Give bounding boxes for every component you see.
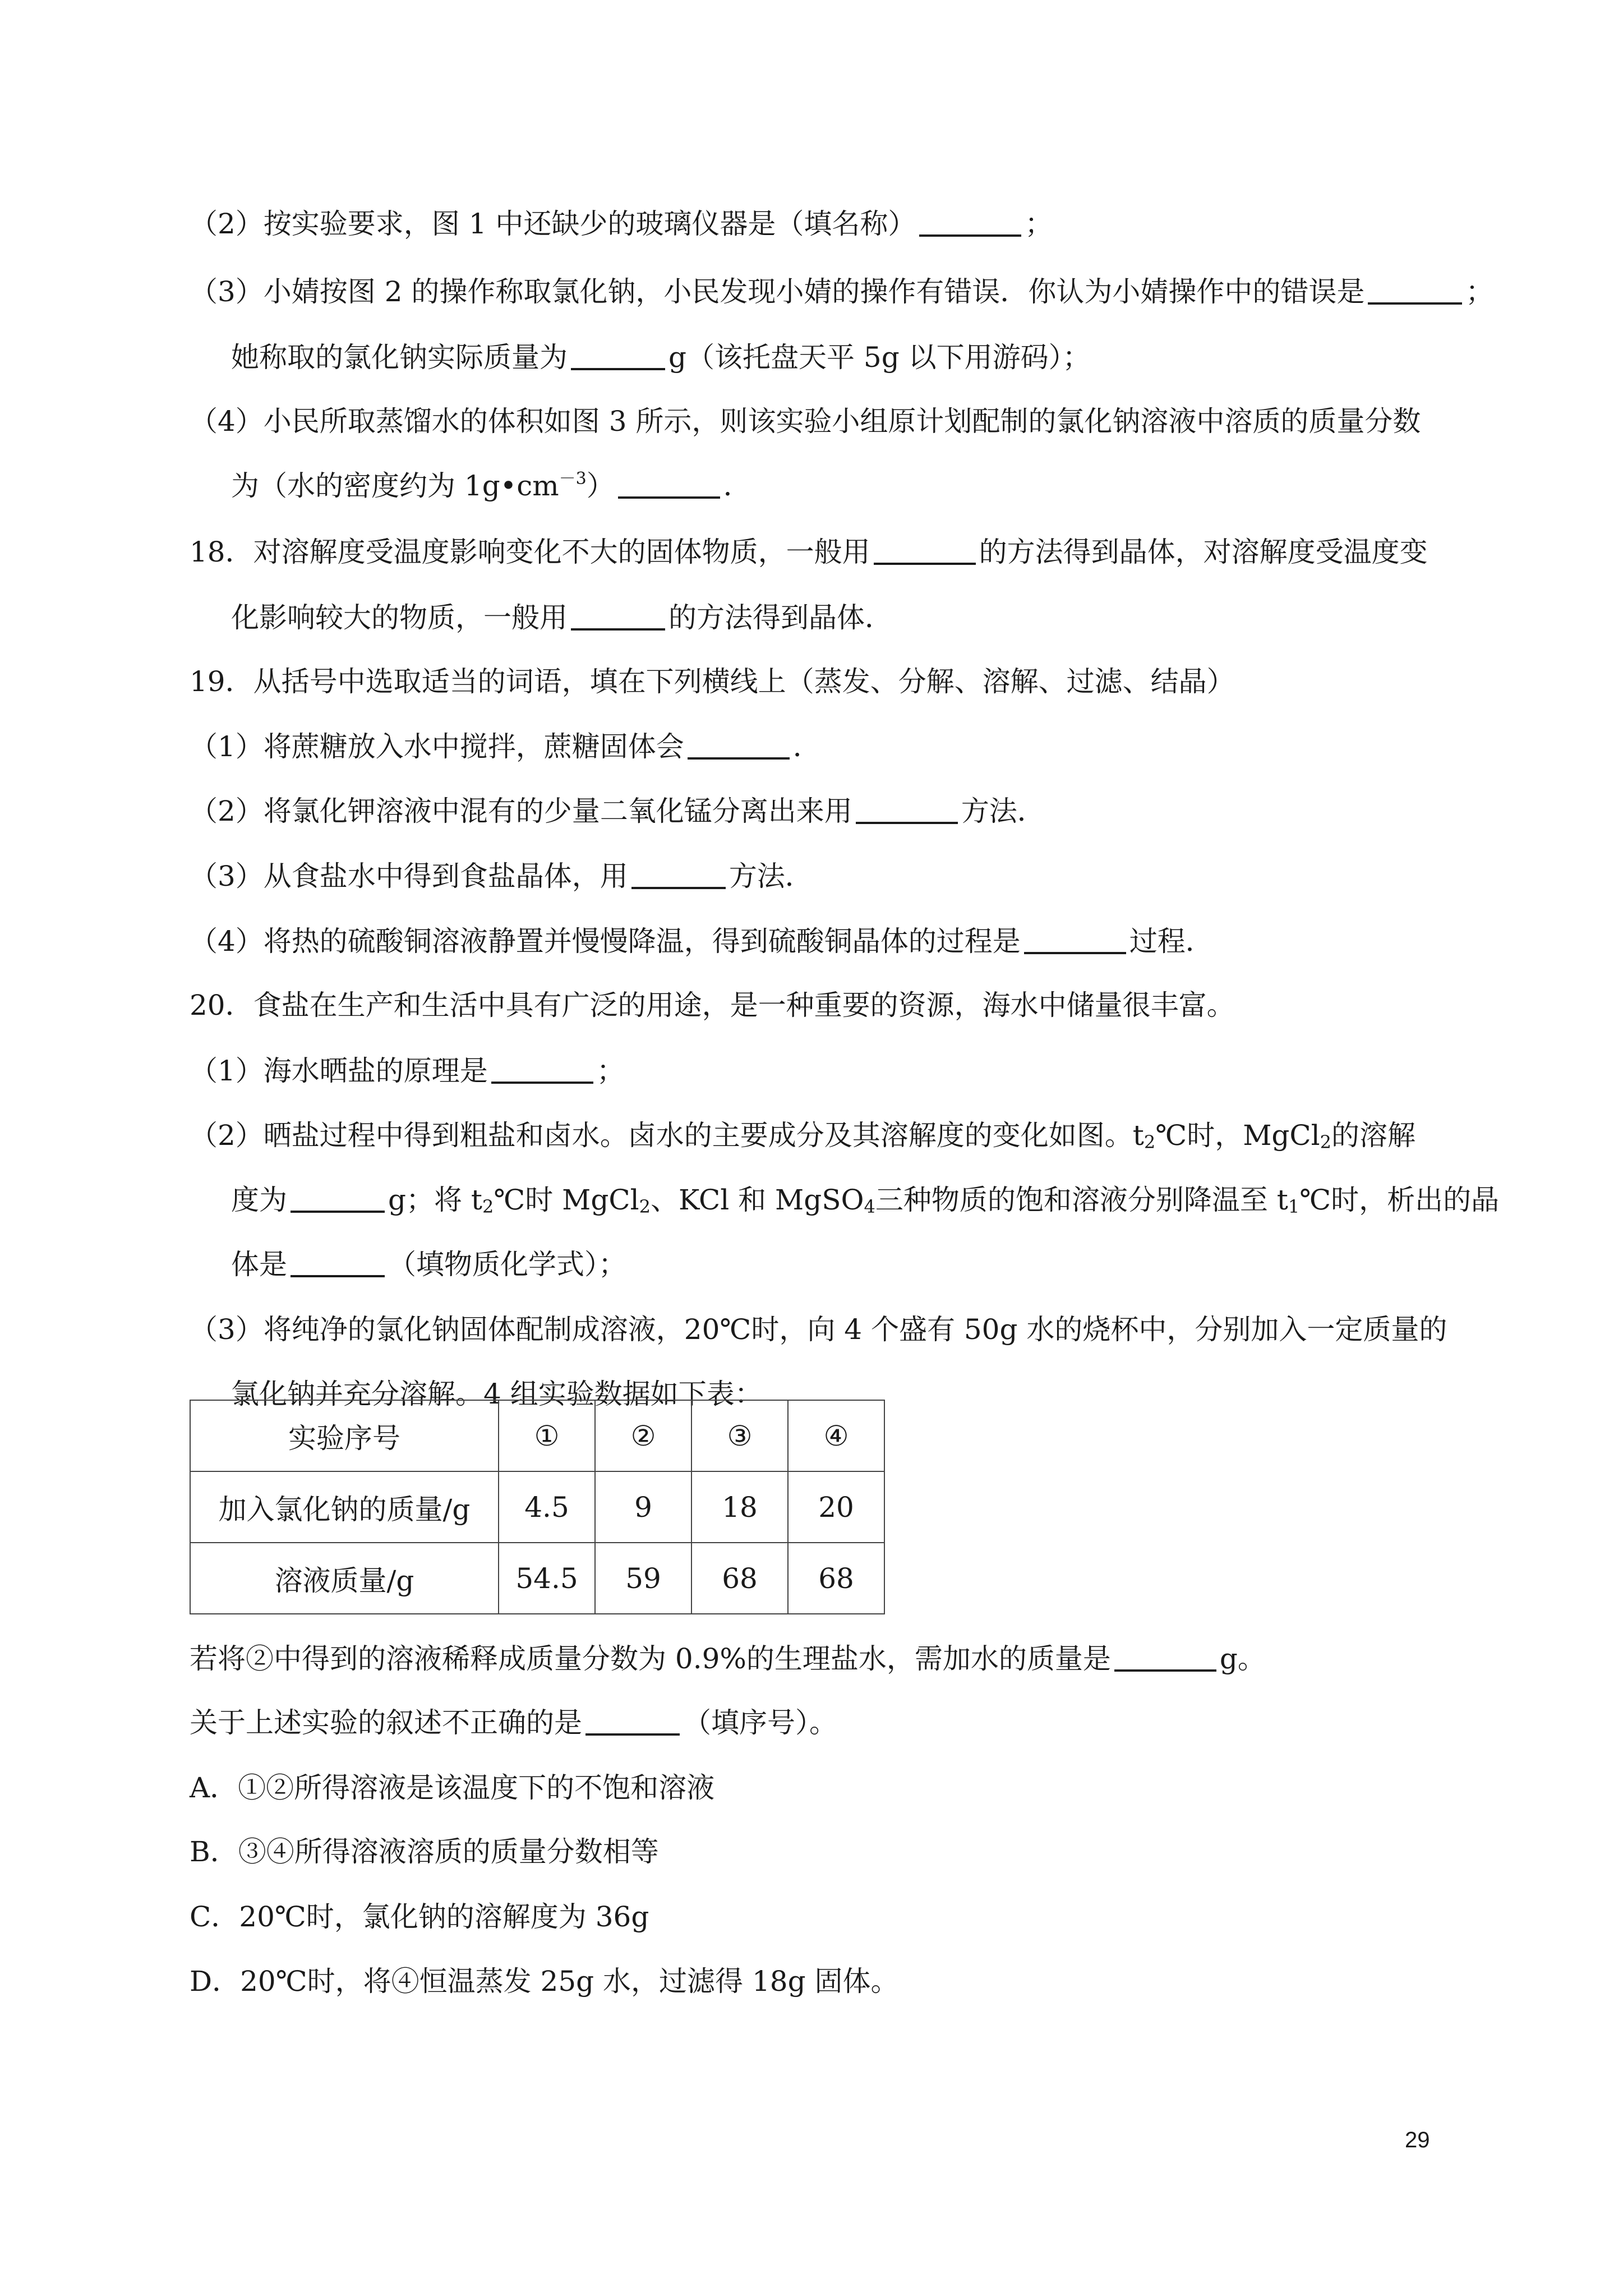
table-row [190, 1471, 884, 1543]
q20-part3-cont: 氯化钠并充分溶解。4 组实验数据如下表： [231, 1378, 763, 1410]
table-cell: ③ [691, 1400, 788, 1471]
q20-stem: 20．食盐在生产和生活中具有广泛的用途，是一种重要的资源，海水中储量很丰富。 [190, 989, 1235, 1022]
experiment-data-table [190, 1400, 885, 1614]
answer-blank[interactable] [688, 733, 790, 760]
q20-dilution: 若将②中得到的溶液稀释成质量分数为 0.9%的生理盐水，需加水的质量是 g。 [190, 1642, 1266, 1675]
table-cell: 68 [788, 1543, 884, 1614]
table-row [190, 1543, 884, 1614]
answer-blank[interactable] [618, 472, 720, 499]
answer-blank[interactable] [291, 1186, 385, 1213]
answer-blank[interactable] [291, 1250, 385, 1277]
option-a: A．①②所得溶液是该温度下的不饱和溶液 [190, 1772, 715, 1804]
table-cell: 68 [691, 1543, 788, 1614]
table-cell: 4.5 [499, 1471, 595, 1543]
answer-blank[interactable] [631, 862, 726, 889]
table-cell: ① [499, 1400, 595, 1471]
table-cell: 18 [691, 1471, 788, 1543]
table-cell: ② [595, 1400, 691, 1471]
q19-part3: （3）从食盐水中得到食盐晶体，用 方法． [190, 860, 813, 892]
q17-part2: （2）按实验要求，图 1 中还缺少的玻璃仪器是（填名称） ； [190, 208, 1053, 240]
answer-blank[interactable] [1114, 1645, 1216, 1672]
answer-blank[interactable] [919, 210, 1021, 237]
q20-incorrect: 关于上述实验的叙述不正确的是 （填序号）。 [190, 1706, 837, 1739]
q17-part3-cont: 她称取的氯化钠实际质量为 g（该托盘天平 5g 以下用游码）； [231, 341, 1091, 374]
answer-blank[interactable] [491, 1057, 593, 1084]
q17-part4: （4）小民所取蒸馏水的体积如图 3 所示，则该实验小组原计划配制的氯化钠溶液中溶质的质量分数 [190, 405, 1421, 438]
table-cell: ④ [788, 1400, 884, 1471]
option-c: C．20℃时，氯化钠的溶解度为 36g [190, 1901, 649, 1933]
q20-part3: （3）将纯净的氯化钠固体配制成溶液，20℃时，向 4 个盛有 50g 水的烧杯中，分别加入一定质量的 [190, 1313, 1447, 1346]
table-cell: 20 [788, 1471, 884, 1543]
answer-blank[interactable] [874, 538, 976, 565]
q18-line2: 化影响较大的物质，一般用 的方法得到晶体． [231, 601, 893, 634]
q20-part1: （1）海水晒盐的原理是 ； [190, 1055, 625, 1087]
q20-part2: （2）晒盐过程中得到粗盐和卤水。卤水的主要成分及其溶解度的变化如图。$t_2℃$时，MgCl$_2$的溶解 [190, 1119, 1416, 1153]
q19-part4: （4）将热的硫酸铜溶液静置并慢慢降温，得到硫酸铜晶体的过程是 过程． [190, 925, 1214, 958]
answer-blank[interactable] [571, 343, 665, 370]
page-number: 29 [1405, 2128, 1430, 2152]
q20-part2-cont2: 体是 （填物质化学式）； [231, 1248, 626, 1281]
q17-part4-cont: 为（水的密度约为 $1g•cm^{-3}$） ． [231, 469, 751, 502]
table-row [190, 1400, 884, 1471]
table-cell: 溶液质量/g [190, 1543, 499, 1614]
table-cell: 实验序号 [190, 1400, 499, 1471]
q20-part2-cont1: 度为 g；将 $t_2℃$时 MgCl$_2$、KCl 和 MgSO$_4$三种物质的饱和溶液分别降温至 $t_1℃$时，析出的晶 [231, 1184, 1500, 1217]
table-cell: 59 [595, 1543, 691, 1614]
option-b: B．③④所得溶液溶质的质量分数相等 [190, 1835, 659, 1868]
table-cell: 54.5 [499, 1543, 595, 1614]
table-cell: 9 [595, 1471, 691, 1543]
answer-blank[interactable] [585, 1709, 680, 1736]
q18-line1: 18．对溶解度受温度影响变化不大的固体物质，一般用 的方法得到晶体，对溶解度受温度变 [190, 536, 1428, 568]
q19-part2: （2）将氯化钾溶液中混有的少量二氧化锰分离出来用 方法． [190, 795, 1045, 827]
answer-blank[interactable] [856, 797, 958, 824]
q19-part1: （1）将蔗糖放入水中搅拌，蔗糖固体会 ． [190, 730, 821, 763]
answer-blank[interactable] [1024, 927, 1126, 954]
table-cell: 加入氯化钠的质量/g [190, 1471, 499, 1543]
q17-part3: （3）小婧按图 2 的操作称取氯化钠，小民发现小婧的操作有错误．你认为小婧操作中的错误是 ； [190, 275, 1494, 308]
q19-stem: 19．从括号中选取适当的词语，填在下列横线上（蒸发、分解、溶解、过滤、结晶） [190, 665, 1235, 698]
option-d: D．20℃时，将④恒温蒸发 25g 水，过滤得 18g 固体。 [190, 1965, 899, 1998]
answer-blank[interactable] [571, 604, 665, 631]
answer-blank[interactable] [1368, 278, 1462, 305]
